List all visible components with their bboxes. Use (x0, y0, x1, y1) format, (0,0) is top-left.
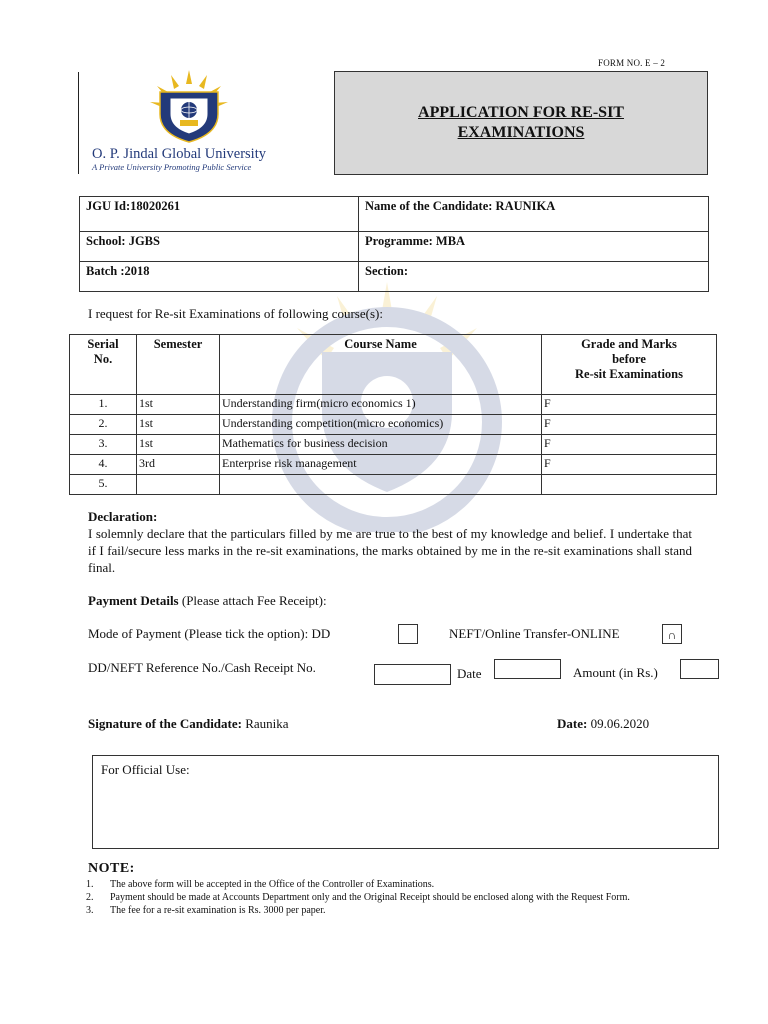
amount-label: Amount (in Rs.) (573, 665, 658, 680)
course-semester: 1st (137, 435, 220, 455)
batch: Batch :2018 (80, 262, 359, 292)
course-grade: F (542, 455, 717, 475)
course-name: Understanding firm(micro economics 1) (220, 395, 542, 415)
signature-value: Raunika (245, 716, 289, 731)
reference-label: DD/NEFT Reference No./Cash Receipt No. (88, 660, 316, 675)
note-item (86, 891, 676, 904)
course-row (70, 435, 717, 455)
payment-date-field[interactable] (494, 659, 561, 679)
programme: Programme: MBA (359, 232, 709, 262)
course-serial: 1. (70, 395, 137, 415)
official-use-box (92, 755, 719, 849)
header-course-name: Course Name (220, 335, 542, 395)
course-grade: F (542, 415, 717, 435)
course-row (70, 395, 717, 415)
note-number: 1. (86, 879, 94, 890)
official-use-label: For Official Use: (101, 762, 190, 777)
dd-checkbox[interactable] (398, 624, 418, 644)
note-item (86, 904, 676, 917)
form-number: FORM NO. E – 2 (598, 58, 666, 68)
notes-list (86, 878, 676, 917)
course-serial: 2. (70, 415, 137, 435)
signature-line: Signature of the Candidate: Raunika (88, 716, 289, 731)
course-semester: 1st (137, 415, 220, 435)
school: School: JGBS (80, 232, 359, 262)
course-row (70, 415, 717, 435)
course-grade (542, 475, 717, 495)
course-grade: F (542, 395, 717, 415)
section: Section: (359, 262, 709, 292)
declaration-text: I solemnly declare that the particulars filled by me are true to the best of my knowledge and belief. I undertake that if I fail/secure less marks in the re-sit examinations, the marks obtained by me in the re-sit examinations shall stand final. (88, 526, 692, 575)
request-text: I request for Re-sit Examinations of following course(s): (88, 306, 383, 321)
candidate-name: Name of the Candidate: RAUNIKA (359, 197, 709, 232)
note-title: NOTE: (88, 861, 135, 876)
note-number: 3. (86, 905, 94, 916)
payment-mode-label: Mode of Payment (Please tick the option): DD (88, 626, 331, 641)
declaration-title: Declaration: (88, 509, 158, 524)
neft-label: NEFT/Online Transfer-ONLINE (449, 626, 620, 641)
header-grade: Grade and Marks before Re-sit Examinations (542, 335, 717, 395)
form-title-line1: APPLICATION FOR RE-SIT (418, 104, 624, 121)
header-semester: Semester (137, 335, 220, 395)
note-text: The above form will be accepted in the Office of the Controller of Examinations. (110, 879, 435, 890)
course-serial: 3. (70, 435, 137, 455)
header-divider (78, 72, 79, 174)
neft-tick-mark: ∩ (667, 628, 677, 642)
course-name: Mathematics for business decision (220, 435, 542, 455)
course-name: Enterprise risk management (220, 455, 542, 475)
note-text: The fee for a re-sit examination is Rs. 3000 per paper. (110, 905, 326, 916)
payment-date-label: Date (457, 666, 482, 681)
form-title-box (334, 71, 708, 175)
course-table (69, 334, 717, 495)
course-name: Understanding competition(micro economics) (220, 415, 542, 435)
note-number: 2. (86, 892, 94, 903)
course-semester (137, 475, 220, 495)
course-grade: F (542, 435, 717, 455)
header-serial: Serial No. (70, 335, 137, 395)
form-title-line2: EXAMINATIONS (457, 124, 585, 141)
course-semester: 1st (137, 395, 220, 415)
jgu-id: JGU Id:18020261 (80, 197, 359, 232)
course-row (70, 455, 717, 475)
date-value: 09.06.2020 (590, 716, 650, 731)
note-text: Payment should be made at Accounts Department only and the Original Receipt should be enclosed along with the Request Form. (110, 892, 630, 903)
note-item (86, 878, 676, 891)
university-crest-logo (146, 70, 232, 144)
university-name: O. P. Jindal Global University (92, 146, 266, 162)
payment-heading: Payment Details (Please attach Fee Receipt): (88, 593, 327, 608)
course-row (70, 475, 717, 495)
date-line: Date: 09.06.2020 (557, 716, 650, 731)
course-semester: 3rd (137, 455, 220, 475)
course-serial: 5. (70, 475, 137, 495)
course-name (220, 475, 542, 495)
amount-field[interactable] (680, 659, 719, 679)
reference-number-field[interactable] (374, 664, 451, 685)
neft-checkbox[interactable] (662, 624, 682, 644)
candidate-info-table (79, 196, 709, 292)
university-tagline: A Private University Promoting Public Service (92, 162, 252, 172)
course-serial: 4. (70, 455, 137, 475)
